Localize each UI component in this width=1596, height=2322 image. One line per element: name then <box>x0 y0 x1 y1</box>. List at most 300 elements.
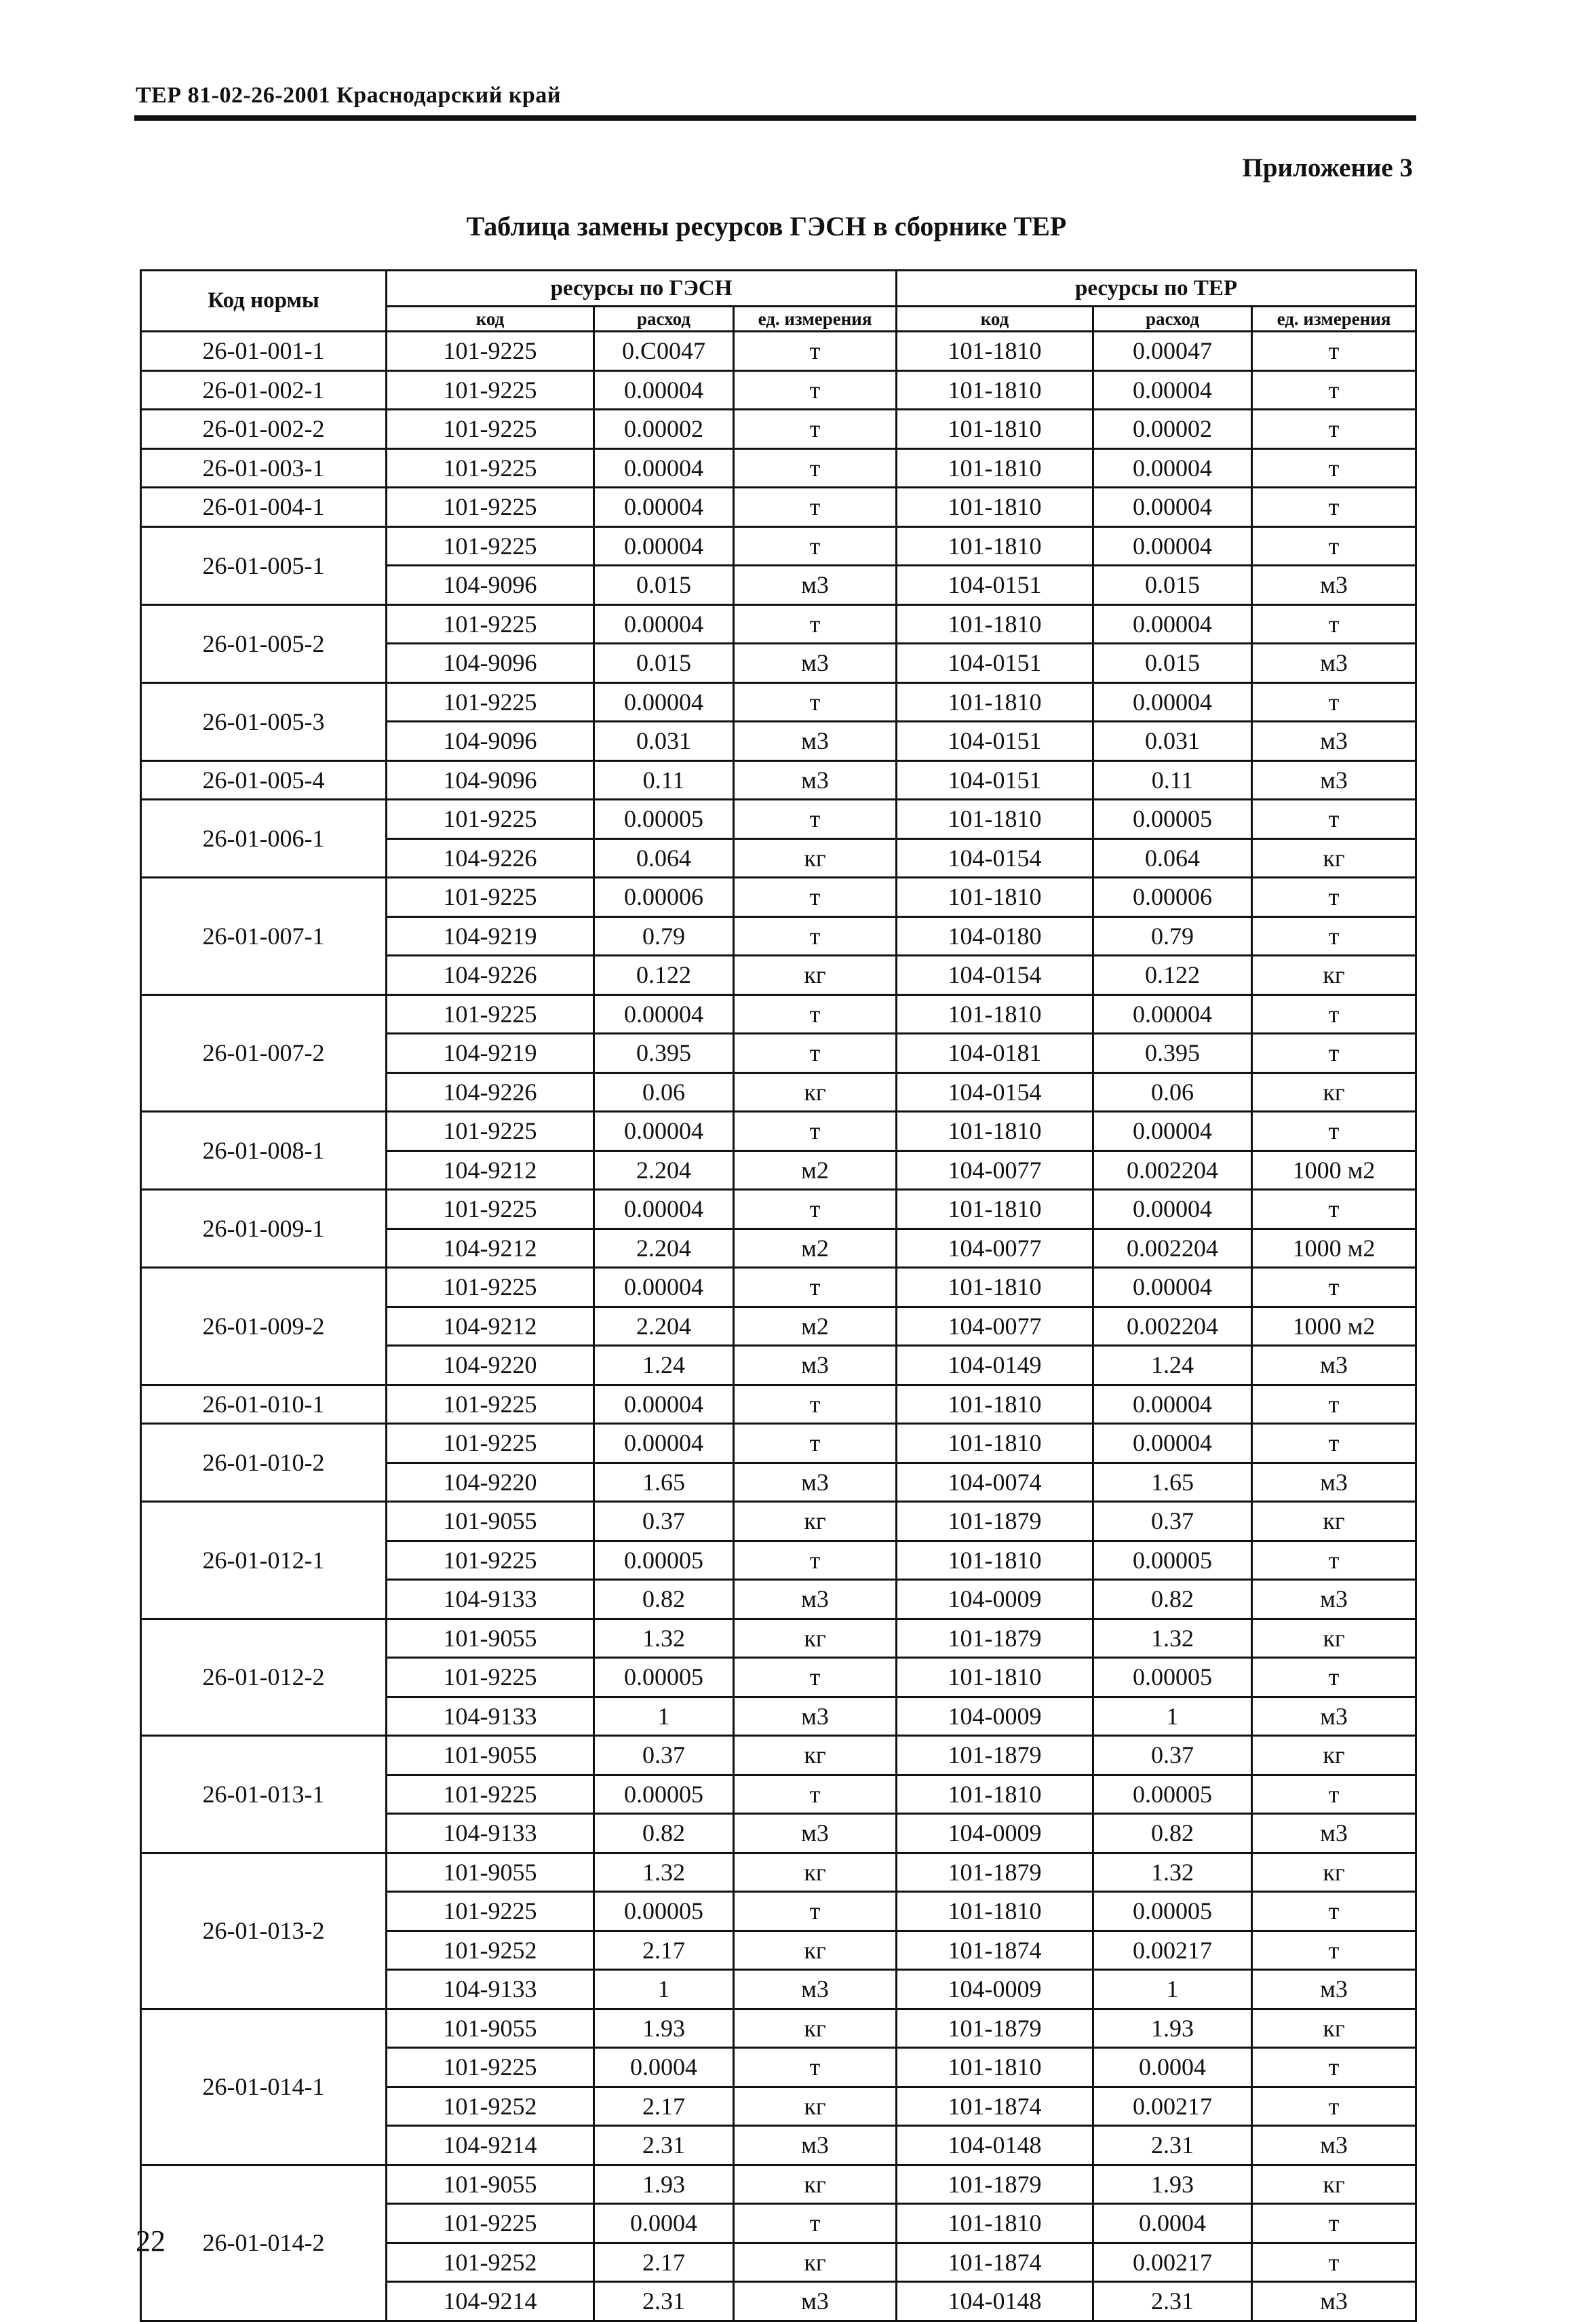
gesn-unit-cell: м3 <box>734 1697 897 1736</box>
ter-consumption-cell: 0.00005 <box>1093 800 1252 839</box>
ter-consumption-cell: 0.00004 <box>1093 526 1252 566</box>
ter-consumption-cell: 0.00004 <box>1093 370 1252 410</box>
ter-unit-cell: т <box>1252 1424 1416 1463</box>
gesn-consumption-cell: 0.00005 <box>594 1775 734 1814</box>
gesn-consumption-cell: 0.00004 <box>594 1112 734 1151</box>
gesn-unit-cell: м3 <box>734 1346 897 1385</box>
gesn-code-cell: 104-9133 <box>387 1814 594 1853</box>
gesn-consumption-cell: 0.82 <box>594 1814 734 1853</box>
gesn-unit-cell: м2 <box>734 1150 897 1190</box>
norm-code-cell: 26-01-014-1 <box>141 2009 387 2165</box>
table-row <box>141 488 1416 527</box>
ter-code-cell: 104-0151 <box>897 566 1093 605</box>
ter-unit-cell: т <box>1252 1112 1416 1151</box>
ter-code-cell: 101-1810 <box>897 1658 1093 1697</box>
ter-consumption-cell: 0.015 <box>1093 644 1252 683</box>
ter-code-cell: 101-1810 <box>897 2048 1093 2087</box>
table-row <box>141 448 1416 488</box>
gesn-code-cell: 101-9252 <box>387 2243 594 2282</box>
gesn-code-cell: 104-9214 <box>387 2282 594 2321</box>
ter-consumption-cell: 0.00002 <box>1093 410 1252 449</box>
ter-unit-cell: т <box>1252 1658 1416 1697</box>
gesn-code-cell: 101-9225 <box>387 994 594 1034</box>
norm-code-cell: 26-01-010-2 <box>141 1424 387 1502</box>
ter-code-cell: 101-1879 <box>897 1619 1093 1658</box>
page-number: 22 <box>136 2224 166 2258</box>
gesn-code-cell: 101-9225 <box>387 332 594 371</box>
ter-code-cell: 101-1810 <box>897 1541 1093 1580</box>
norm-code-cell: 26-01-001-1 <box>141 332 387 371</box>
ter-unit-cell: т <box>1252 2087 1416 2126</box>
gesn-code-cell: 104-9212 <box>387 1150 594 1190</box>
ter-consumption-cell: 0.11 <box>1093 760 1252 800</box>
gesn-consumption-cell: 0.395 <box>594 1034 734 1073</box>
norm-code-cell: 26-01-012-2 <box>141 1619 387 1736</box>
gesn-code-cell: 104-9096 <box>387 644 594 683</box>
ter-unit-cell: м3 <box>1252 644 1416 683</box>
table-row <box>141 760 1416 800</box>
ter-code-cell: 101-1810 <box>897 332 1093 371</box>
ter-code-cell: 101-1810 <box>897 1268 1093 1307</box>
gesn-code-cell: 101-9225 <box>387 1385 594 1424</box>
gesn-consumption-cell: 0.00004 <box>594 682 734 722</box>
gesn-unit-cell: кг <box>734 1502 897 1541</box>
norm-code-cell: 26-01-013-1 <box>141 1736 387 1853</box>
table-body <box>141 332 1416 2321</box>
gesn-consumption-cell: 0.37 <box>594 1502 734 1541</box>
ter-code-cell: 101-1810 <box>897 410 1093 449</box>
gesn-code-cell: 101-9225 <box>387 1775 594 1814</box>
ter-unit-cell: кг <box>1252 838 1416 878</box>
norm-code-cell: 26-01-005-3 <box>141 682 387 760</box>
norm-code-cell: 26-01-014-2 <box>141 2165 387 2321</box>
ter-unit-cell: т <box>1252 2243 1416 2282</box>
gesn-unit-cell: м2 <box>734 1228 897 1268</box>
ter-unit-cell: т <box>1252 878 1416 917</box>
ter-unit-cell: кг <box>1252 1736 1416 1775</box>
gesn-code-cell: 104-9133 <box>387 1970 594 2009</box>
gesn-unit-cell: кг <box>734 1072 897 1112</box>
gesn-code-cell: 101-9225 <box>387 1268 594 1307</box>
gesn-consumption-cell: 0.79 <box>594 916 734 956</box>
gesn-unit-cell: т <box>734 1541 897 1580</box>
gesn-consumption-cell: 0.00002 <box>594 410 734 449</box>
ter-code-cell: 101-1810 <box>897 994 1093 1034</box>
gesn-consumption-cell: 2.17 <box>594 1931 734 1970</box>
col-gesn-group-header: ресурсы по ГЭСН <box>387 271 897 307</box>
gesn-code-cell: 104-9219 <box>387 916 594 956</box>
ter-consumption-cell: 0.00004 <box>1093 1112 1252 1151</box>
ter-unit-cell: 1000 м2 <box>1252 1307 1416 1346</box>
ter-unit-cell: т <box>1252 488 1416 527</box>
gesn-consumption-cell: 1 <box>594 1697 734 1736</box>
gesn-consumption-cell: 0.00004 <box>594 526 734 566</box>
col-gesn-unit-header: ед. измерения <box>734 307 897 332</box>
ter-unit-cell: кг <box>1252 2009 1416 2048</box>
ter-code-cell: 104-0148 <box>897 2282 1093 2321</box>
gesn-code-cell: 101-9055 <box>387 1502 594 1541</box>
ter-unit-cell: т <box>1252 682 1416 722</box>
ter-unit-cell: т <box>1252 1892 1416 1931</box>
header-rule <box>134 115 1416 121</box>
ter-consumption-cell: 0.00004 <box>1093 1190 1252 1229</box>
gesn-unit-cell: т <box>734 1892 897 1931</box>
ter-consumption-cell: 1.93 <box>1093 2165 1252 2204</box>
gesn-consumption-cell: 1 <box>594 1970 734 2009</box>
ter-unit-cell: т <box>1252 370 1416 410</box>
ter-consumption-cell: 0.82 <box>1093 1580 1252 1619</box>
ter-code-cell: 104-0009 <box>897 1580 1093 1619</box>
ter-consumption-cell: 0.37 <box>1093 1736 1252 1775</box>
gesn-unit-cell: т <box>734 2048 897 2087</box>
gesn-code-cell: 101-9055 <box>387 1619 594 1658</box>
gesn-consumption-cell: 2.17 <box>594 2087 734 2126</box>
ter-code-cell: 104-0154 <box>897 956 1093 995</box>
gesn-unit-cell: т <box>734 1424 897 1463</box>
table-row <box>141 1112 1416 1151</box>
gesn-unit-cell: м3 <box>734 1580 897 1619</box>
ter-consumption-cell: 2.31 <box>1093 2126 1252 2165</box>
gesn-code-cell: 101-9225 <box>387 370 594 410</box>
gesn-code-cell: 101-9225 <box>387 1892 594 1931</box>
norm-code-cell: 26-01-005-2 <box>141 604 387 682</box>
ter-unit-cell: кг <box>1252 1502 1416 1541</box>
gesn-unit-cell: м3 <box>734 1814 897 1853</box>
ter-unit-cell: т <box>1252 2204 1416 2243</box>
ter-unit-cell: 1000 м2 <box>1252 1150 1416 1190</box>
ter-unit-cell: т <box>1252 410 1416 449</box>
gesn-unit-cell: кг <box>734 2009 897 2048</box>
norm-code-cell: 26-01-009-2 <box>141 1268 387 1385</box>
table-row <box>141 1268 1416 1307</box>
table-row <box>141 1502 1416 1541</box>
col-ter-group-header: ресурсы по ТЕР <box>897 271 1416 307</box>
ter-unit-cell: м3 <box>1252 1970 1416 2009</box>
gesn-code-cell: 101-9225 <box>387 682 594 722</box>
gesn-code-cell: 101-9055 <box>387 2165 594 2204</box>
ter-unit-cell: м3 <box>1252 1580 1416 1619</box>
gesn-unit-cell: т <box>734 1268 897 1307</box>
gesn-code-cell: 101-9225 <box>387 410 594 449</box>
ter-consumption-cell: 1.32 <box>1093 1853 1252 1892</box>
ter-code-cell: 101-1879 <box>897 1853 1093 1892</box>
gesn-unit-cell: кг <box>734 1931 897 1970</box>
ter-unit-cell: т <box>1252 1268 1416 1307</box>
gesn-unit-cell: кг <box>734 1619 897 1658</box>
gesn-consumption-cell: 1.65 <box>594 1463 734 1502</box>
table-row <box>141 2165 1416 2204</box>
ter-unit-cell: м3 <box>1252 760 1416 800</box>
ter-consumption-cell: 0.00217 <box>1093 2087 1252 2126</box>
ter-unit-cell: кг <box>1252 2165 1416 2204</box>
gesn-consumption-cell: 2.204 <box>594 1228 734 1268</box>
gesn-code-cell: 101-9225 <box>387 1658 594 1697</box>
ter-code-cell: 101-1810 <box>897 604 1093 644</box>
norm-code-cell: 26-01-013-2 <box>141 1853 387 2009</box>
table-row <box>141 410 1416 449</box>
ter-consumption-cell: 0.06 <box>1093 1072 1252 1112</box>
gesn-consumption-cell: 0.00004 <box>594 448 734 488</box>
ter-code-cell: 101-1810 <box>897 1190 1093 1229</box>
table-row <box>141 370 1416 410</box>
gesn-code-cell: 101-9252 <box>387 2087 594 2126</box>
ter-unit-cell: т <box>1252 2048 1416 2087</box>
table-row <box>141 1619 1416 1658</box>
gesn-unit-cell: т <box>734 1385 897 1424</box>
ter-unit-cell: т <box>1252 1190 1416 1229</box>
ter-code-cell: 101-1810 <box>897 370 1093 410</box>
gesn-code-cell: 101-9225 <box>387 2048 594 2087</box>
ter-unit-cell: м3 <box>1252 2126 1416 2165</box>
ter-unit-cell: кг <box>1252 1853 1416 1892</box>
gesn-code-cell: 104-9212 <box>387 1228 594 1268</box>
gesn-consumption-cell: 0.122 <box>594 956 734 995</box>
gesn-unit-cell: т <box>734 410 897 449</box>
col-norm-code-header: Код нормы <box>141 271 387 332</box>
ter-unit-cell: м3 <box>1252 1814 1416 1853</box>
table-row <box>141 878 1416 917</box>
ter-unit-cell: кг <box>1252 1072 1416 1112</box>
gesn-code-cell: 104-9226 <box>387 1072 594 1112</box>
gesn-code-cell: 101-9225 <box>387 448 594 488</box>
gesn-consumption-cell: 0.11 <box>594 760 734 800</box>
ter-consumption-cell: 1 <box>1093 1697 1252 1736</box>
gesn-unit-cell: м3 <box>734 566 897 605</box>
table-row <box>141 800 1416 839</box>
ter-code-cell: 101-1810 <box>897 488 1093 527</box>
gesn-code-cell: 104-9226 <box>387 838 594 878</box>
ter-consumption-cell: 0.00006 <box>1093 878 1252 917</box>
gesn-code-cell: 101-9225 <box>387 604 594 644</box>
ter-consumption-cell: 0.00217 <box>1093 2243 1252 2282</box>
gesn-unit-cell: т <box>734 1112 897 1151</box>
norm-code-cell: 26-01-005-1 <box>141 526 387 604</box>
ter-consumption-cell: 0.00004 <box>1093 448 1252 488</box>
ter-code-cell: 101-1810 <box>897 878 1093 917</box>
gesn-consumption-cell: 1.24 <box>594 1346 734 1385</box>
ter-unit-cell: кг <box>1252 1619 1416 1658</box>
norm-code-cell: 26-01-009-1 <box>141 1190 387 1268</box>
gesn-consumption-cell: 0.00004 <box>594 1190 734 1229</box>
norm-code-cell: 26-01-008-1 <box>141 1112 387 1190</box>
ter-consumption-cell: 0.00004 <box>1093 1385 1252 1424</box>
gesn-consumption-cell: 0.0004 <box>594 2048 734 2087</box>
gesn-consumption-cell: 0.00004 <box>594 604 734 644</box>
ter-code-cell: 101-1810 <box>897 448 1093 488</box>
ter-code-cell: 104-0151 <box>897 760 1093 800</box>
norm-code-cell: 26-01-010-1 <box>141 1385 387 1424</box>
gesn-unit-cell: т <box>734 604 897 644</box>
gesn-consumption-cell: 0.00004 <box>594 370 734 410</box>
ter-unit-cell: т <box>1252 448 1416 488</box>
ter-unit-cell: м3 <box>1252 1697 1416 1736</box>
ter-code-cell: 104-0151 <box>897 722 1093 761</box>
ter-code-cell: 101-1879 <box>897 1736 1093 1775</box>
ter-consumption-cell: 0.00047 <box>1093 332 1252 371</box>
gesn-code-cell: 104-9133 <box>387 1580 594 1619</box>
ter-consumption-cell: 0.00005 <box>1093 1775 1252 1814</box>
gesn-unit-cell: т <box>734 2204 897 2243</box>
ter-code-cell: 104-0149 <box>897 1346 1093 1385</box>
norm-code-cell: 26-01-004-1 <box>141 488 387 527</box>
ter-code-cell: 104-0009 <box>897 1814 1093 1853</box>
table-row <box>141 604 1416 644</box>
gesn-code-cell: 104-9096 <box>387 722 594 761</box>
gesn-code-cell: 104-9226 <box>387 956 594 995</box>
ter-consumption-cell: 0.00004 <box>1093 1268 1252 1307</box>
gesn-unit-cell: м2 <box>734 1307 897 1346</box>
appendix-label: Приложение 3 <box>1242 153 1413 182</box>
gesn-consumption-cell: 0.00004 <box>594 1385 734 1424</box>
gesn-consumption-cell: 2.17 <box>594 2243 734 2282</box>
gesn-code-cell: 104-9096 <box>387 760 594 800</box>
gesn-consumption-cell: 0.00004 <box>594 1424 734 1463</box>
ter-consumption-cell: 0.00004 <box>1093 488 1252 527</box>
gesn-unit-cell: т <box>734 488 897 527</box>
table-row <box>141 994 1416 1034</box>
ter-code-cell: 104-0148 <box>897 2126 1093 2165</box>
gesn-consumption-cell: 0.00004 <box>594 994 734 1034</box>
table-row <box>141 1424 1416 1463</box>
table-row <box>141 1385 1416 1424</box>
gesn-code-cell: 104-9133 <box>387 1697 594 1736</box>
ter-unit-cell: т <box>1252 332 1416 371</box>
norm-code-cell: 26-01-007-1 <box>141 878 387 995</box>
gesn-code-cell: 104-9219 <box>387 1034 594 1073</box>
gesn-consumption-cell: 2.31 <box>594 2126 734 2165</box>
gesn-unit-cell: м3 <box>734 1970 897 2009</box>
gesn-code-cell: 101-9055 <box>387 2009 594 2048</box>
gesn-unit-cell: т <box>734 994 897 1034</box>
ter-consumption-cell: 1.32 <box>1093 1619 1252 1658</box>
ter-unit-cell: т <box>1252 1775 1416 1814</box>
ter-code-cell: 104-0074 <box>897 1463 1093 1502</box>
ter-code-cell: 101-1810 <box>897 1424 1093 1463</box>
ter-unit-cell: т <box>1252 1385 1416 1424</box>
gesn-consumption-cell: 0.031 <box>594 722 734 761</box>
gesn-code-cell: 101-9225 <box>387 2204 594 2243</box>
gesn-unit-cell: т <box>734 1775 897 1814</box>
norm-code-cell: 26-01-003-1 <box>141 448 387 488</box>
gesn-consumption-cell: 0.064 <box>594 838 734 878</box>
ter-consumption-cell: 0.00005 <box>1093 1541 1252 1580</box>
ter-consumption-cell: 0.031 <box>1093 722 1252 761</box>
gesn-unit-cell: кг <box>734 2165 897 2204</box>
gesn-code-cell: 104-9214 <box>387 2126 594 2165</box>
gesn-consumption-cell: 0.00005 <box>594 1658 734 1697</box>
gesn-consumption-cell: 2.204 <box>594 1307 734 1346</box>
gesn-unit-cell: т <box>734 526 897 566</box>
ter-unit-cell: т <box>1252 916 1416 956</box>
ter-code-cell: 101-1810 <box>897 682 1093 722</box>
gesn-unit-cell: м3 <box>734 2126 897 2165</box>
gesn-unit-cell: т <box>734 370 897 410</box>
ter-code-cell: 101-1874 <box>897 1931 1093 1970</box>
ter-code-cell: 101-1810 <box>897 800 1093 839</box>
ter-unit-cell: т <box>1252 1931 1416 1970</box>
document-header: ТЕР 81-02-26-2001 Краснодарский край <box>136 83 561 108</box>
gesn-unit-cell: т <box>734 682 897 722</box>
ter-unit-cell: т <box>1252 994 1416 1034</box>
gesn-code-cell: 101-9225 <box>387 1541 594 1580</box>
col-ter-code-header: код <box>897 307 1093 332</box>
ter-code-cell: 104-0077 <box>897 1228 1093 1268</box>
table-row <box>141 332 1416 371</box>
gesn-unit-cell: т <box>734 1034 897 1073</box>
ter-code-cell: 104-0180 <box>897 916 1093 956</box>
gesn-code-cell: 104-9212 <box>387 1307 594 1346</box>
ter-code-cell: 101-1879 <box>897 1502 1093 1541</box>
gesn-unit-cell: м3 <box>734 760 897 800</box>
ter-code-cell: 101-1810 <box>897 1892 1093 1931</box>
norm-code-cell: 26-01-002-1 <box>141 370 387 410</box>
ter-unit-cell: м3 <box>1252 1463 1416 1502</box>
ter-consumption-cell: 1 <box>1093 1970 1252 2009</box>
ter-unit-cell: м3 <box>1252 1346 1416 1385</box>
ter-code-cell: 104-0077 <box>897 1307 1093 1346</box>
table-row <box>141 526 1416 566</box>
ter-consumption-cell: 0.37 <box>1093 1502 1252 1541</box>
ter-consumption-cell: 0.79 <box>1093 916 1252 956</box>
ter-unit-cell: т <box>1252 800 1416 839</box>
gesn-consumption-cell: 0.0004 <box>594 2204 734 2243</box>
ter-code-cell: 104-0151 <box>897 644 1093 683</box>
gesn-consumption-cell: 1.93 <box>594 2009 734 2048</box>
ter-consumption-cell: 0.015 <box>1093 566 1252 605</box>
table-row <box>141 2009 1416 2048</box>
table-row <box>141 1190 1416 1229</box>
gesn-consumption-cell: 0.00004 <box>594 488 734 527</box>
ter-consumption-cell: 1.93 <box>1093 2009 1252 2048</box>
gesn-consumption-cell: 0.00005 <box>594 1541 734 1580</box>
col-gesn-code-header: код <box>387 307 594 332</box>
gesn-code-cell: 101-9225 <box>387 526 594 566</box>
gesn-unit-cell: м3 <box>734 644 897 683</box>
gesn-code-cell: 104-9220 <box>387 1463 594 1502</box>
gesn-unit-cell: кг <box>734 838 897 878</box>
gesn-consumption-cell: 0.C0047 <box>594 332 734 371</box>
ter-code-cell: 101-1810 <box>897 526 1093 566</box>
table-row <box>141 1736 1416 1775</box>
ter-consumption-cell: 0.00005 <box>1093 1658 1252 1697</box>
ter-consumption-cell: 0.064 <box>1093 838 1252 878</box>
ter-unit-cell: м3 <box>1252 2282 1416 2321</box>
gesn-unit-cell: т <box>734 800 897 839</box>
ter-code-cell: 101-1810 <box>897 2204 1093 2243</box>
ter-consumption-cell: 0.002204 <box>1093 1228 1252 1268</box>
ter-consumption-cell: 0.00004 <box>1093 682 1252 722</box>
gesn-consumption-cell: 0.00005 <box>594 800 734 839</box>
ter-consumption-cell: 0.002204 <box>1093 1307 1252 1346</box>
table-caption: Таблица замены ресурсов ГЭСН в сборнике ТЕР <box>466 211 1067 241</box>
gesn-code-cell: 101-9252 <box>387 1931 594 1970</box>
gesn-unit-cell: т <box>734 878 897 917</box>
norm-code-cell: 26-01-012-1 <box>141 1502 387 1619</box>
ter-code-cell: 101-1810 <box>897 1112 1093 1151</box>
gesn-consumption-cell: 0.06 <box>594 1072 734 1112</box>
ter-unit-cell: м3 <box>1252 566 1416 605</box>
gesn-code-cell: 101-9225 <box>387 800 594 839</box>
gesn-code-cell: 101-9225 <box>387 1190 594 1229</box>
ter-unit-cell: т <box>1252 526 1416 566</box>
gesn-unit-cell: т <box>734 1190 897 1229</box>
ter-consumption-cell: 0.002204 <box>1093 1150 1252 1190</box>
gesn-code-cell: 101-9055 <box>387 1853 594 1892</box>
ter-consumption-cell: 0.0004 <box>1093 2048 1252 2087</box>
gesn-code-cell: 101-9225 <box>387 1424 594 1463</box>
ter-unit-cell: т <box>1252 1034 1416 1073</box>
ter-code-cell: 101-1874 <box>897 2243 1093 2282</box>
